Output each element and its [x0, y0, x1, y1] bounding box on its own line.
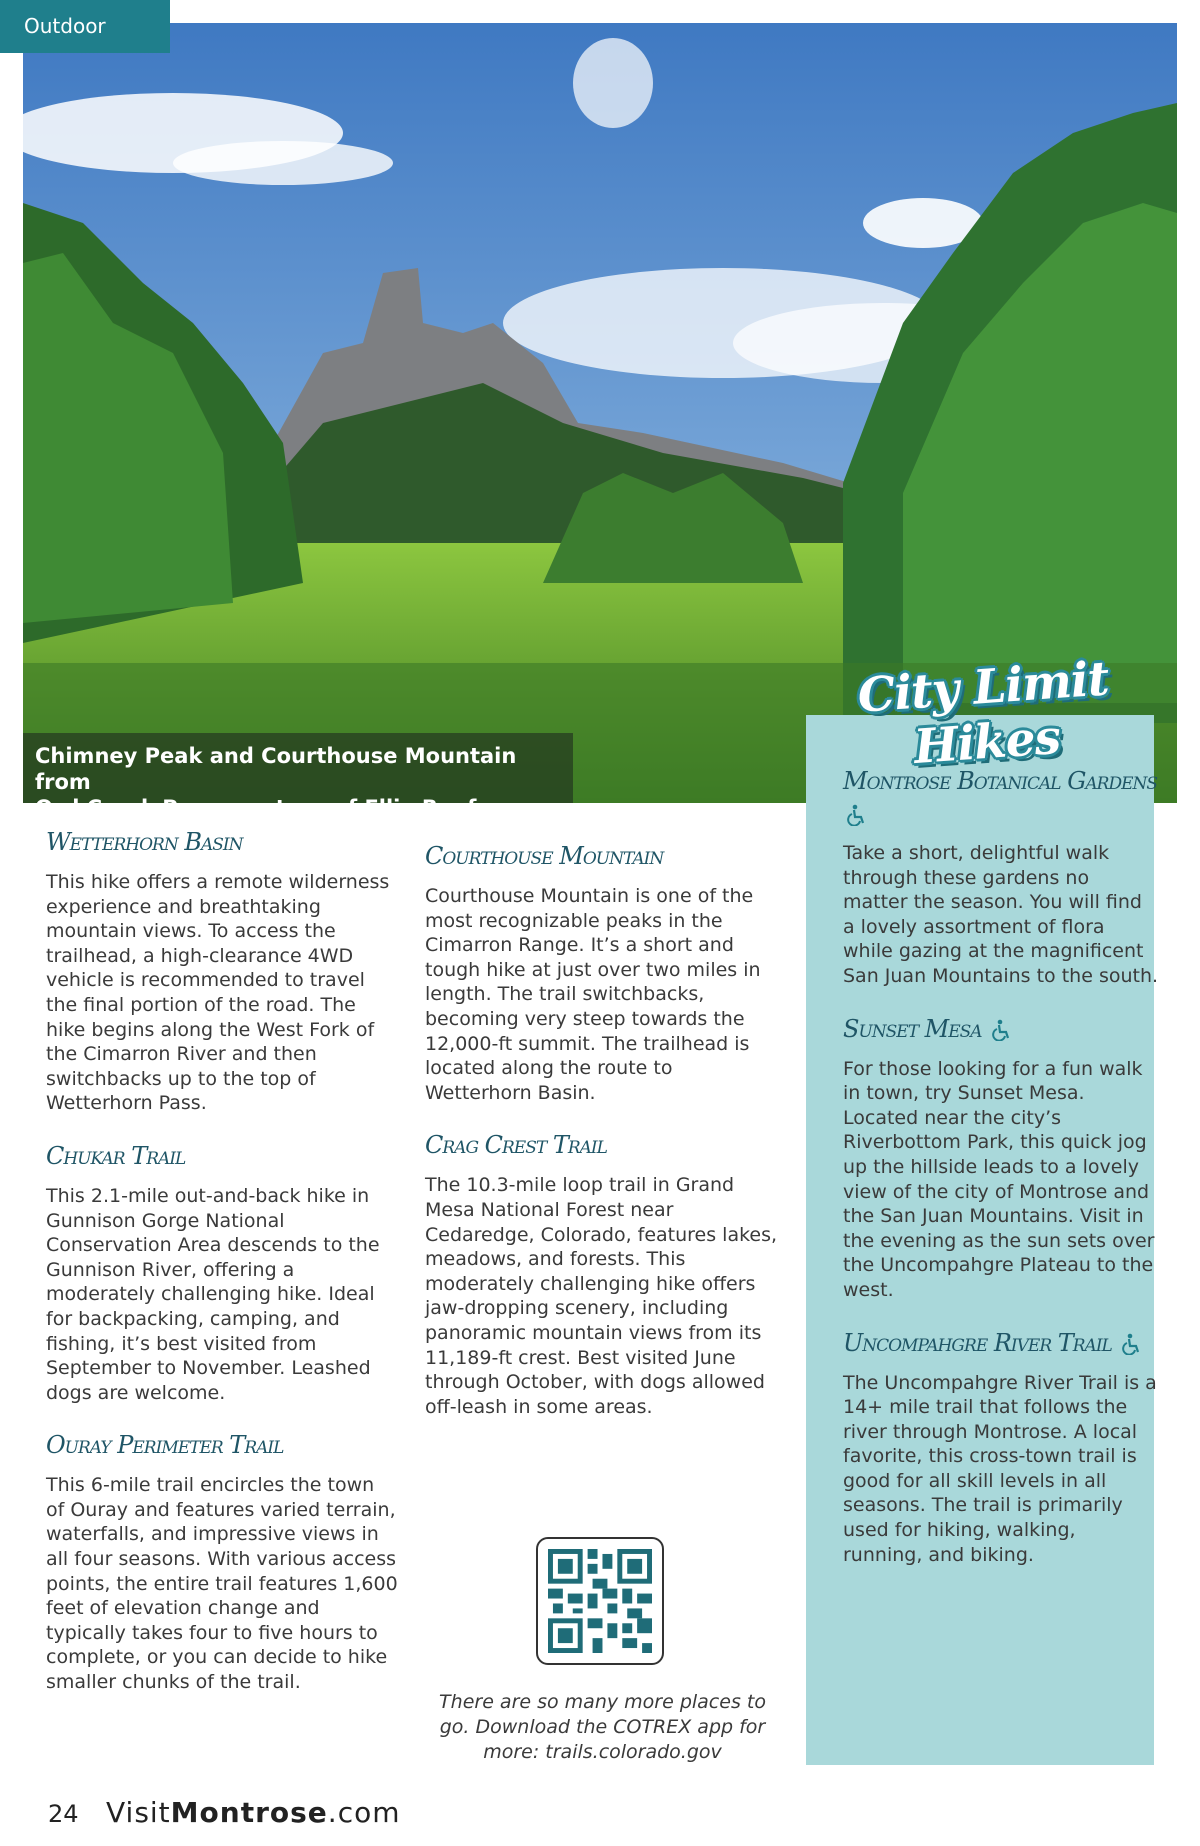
section-title: Courthouse Mountain	[425, 842, 664, 870]
hike-text: Take a short, delightful walk through these gardens no matter the season. You will find a lovely assortment of flora while gazing at the magnificent San Juan Mountains to the south.	[843, 842, 1159, 987]
hike-text: The Uncompahgre River Trail is a 14+ mile trail that follows the river through Montrose. A local favorite, this cross-town trail is good for all skill levels in all seasons. The trail is primarily used for hiking, walking, running, and biking.	[843, 1371, 1157, 1566]
qr-code-icon	[548, 1549, 652, 1653]
wheelchair-icon	[992, 1019, 1012, 1041]
wheelchair-icon	[1122, 1333, 1142, 1355]
site-suffix: .com	[327, 1796, 401, 1829]
section-text: Courthouse Mountain is one of the most recognizable peaks in the Cimarron Range. It’s a short and tough hike at just over two miles in length. The trail switchbacks, becoming very steep towards the 12,000-ft summit. The trailhead is located along the route to Wetterhorn Basin.	[425, 885, 761, 1104]
section-title: Ouray Perimeter Trail	[46, 1431, 284, 1460]
hike-title-text: Montrose Botanical Gardens	[843, 767, 1158, 795]
section-tag: Outdoor	[0, 0, 170, 53]
caption-line-2: Owl Creek Pass courtesy of Ellie Renfrow	[35, 796, 521, 820]
section-title: Crag Crest Trail	[425, 1131, 607, 1160]
middle-column	[425, 840, 780, 1443]
photo-caption	[23, 733, 573, 820]
city-limit-heading: City Limit Hikes	[856, 651, 1111, 775]
site-url[interactable]	[106, 1796, 401, 1829]
site-prefix: Visit	[106, 1796, 171, 1829]
qr-note: There are so many more places to go. Download the COTREX app for more: trails.colorado.gov	[439, 1691, 766, 1763]
hike-title-text: Uncompahgre River Trail	[843, 1328, 1112, 1357]
section-title: Wetterhorn Basin	[46, 828, 243, 856]
section-text: This 2.1-mile out-and-back hike in Gunnison Gorge National Conservation Area descends to the Gunnison River, offering a moderately challenging hike. Ideal for backpacking, camping, and fishing, it’s best visited from September to November. Leashed dogs are welcome.	[46, 1184, 380, 1404]
section-title: Chukar Trail	[46, 1141, 186, 1170]
section-text: This 6-mile trail encircles the town of Ouray and features varied terrain, waterfalls, and impressive views in all four seasons. With various access points, the entire trail features 1,600 feet of elevation change and typically takes four to five hours to complete, or you can decide to hike smaller chunks of the trail.	[46, 1474, 398, 1694]
hike-title	[843, 1013, 1159, 1045]
site-name: Montrose	[170, 1796, 328, 1829]
section-text: The 10.3-mile loop trail in Grand Mesa National Forest near Cedaredge, Colorado, features lakes, meadows, and forests. This moderately challenging hike offers jaw-dropping scenery, including panoramic mountain views from its 11,189-ft crest. Best visited June through October, with dogs allowed off-leash in some areas.	[425, 1174, 778, 1418]
qr-code[interactable]	[536, 1537, 664, 1665]
caption-line-1: Chimney Peak and Courthouse Mountain from	[35, 744, 517, 794]
hike-title-text: Sunset Mesa	[843, 1014, 982, 1043]
page-number: 24	[48, 1800, 79, 1828]
wheelchair-icon	[847, 804, 867, 826]
section-text: This hike offers a remote wilderness experience and breathtaking mountain views. To access the trailhead, a high-clearance 4WD vehicle is recommended to travel the final portion of the road. The hike begins along the West Fork of the Cimarron River and then switchbacks up to the top of Wetterhorn Pass.	[46, 871, 390, 1115]
city-limit-column	[843, 765, 1159, 1591]
hike-title	[843, 1327, 1159, 1359]
hike-text: For those looking for a fun walk in town, try Sunset Mesa. Located near the city’s Riverbottom Park, this quick jog up the hillside leads to a lovely view of the city of Montrose and the San Juan Mountains. Visit in the evening as the sun sets over the Uncompahgre Plateau to the west.	[843, 1057, 1155, 1301]
left-column	[46, 826, 398, 1719]
